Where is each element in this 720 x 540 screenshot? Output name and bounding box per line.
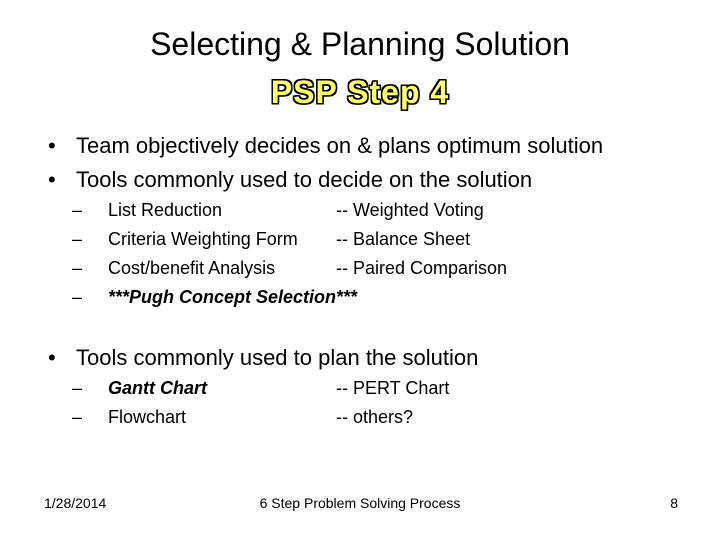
decide-tool-left: Cost/benefit Analysis: [108, 258, 276, 278]
bullet-text: Team objectively decides on & plans optimum solution: [76, 133, 604, 158]
plan-tool-right: -- others?: [336, 407, 414, 427]
bullet-dot: •: [48, 133, 56, 158]
bullet-text: Tools commonly used to plan the solution: [76, 345, 479, 370]
footer-center: 6 Step Problem Solving Process: [259, 495, 461, 511]
bullet-item: [48, 166, 532, 194]
sub-bullet-dash: –: [72, 407, 83, 427]
sub-bullet-dash: –: [72, 200, 83, 220]
decide-tool-left: List Reduction: [108, 200, 223, 220]
footer-date: 1/28/2014: [44, 495, 107, 511]
plan-tool-left: Flowchart: [108, 407, 187, 427]
slide-title: Selecting & Planning Solution: [150, 26, 570, 62]
bullet-text: Tools commonly used to decide on the solution: [76, 167, 533, 192]
decide-tool-left-emphasis: ***Pugh Concept Selection***: [108, 287, 358, 307]
slide-subtitle: PSP Step 4: [270, 74, 450, 110]
decide-tool-right: -- Weighted Voting: [336, 200, 484, 220]
sub-bullet-dash: –: [72, 378, 83, 398]
bullet-item: [48, 344, 478, 372]
bullet-dot: •: [48, 345, 56, 370]
sub-bullet-dash: –: [72, 229, 83, 249]
sub-bullet-dash: –: [72, 258, 83, 278]
bullet-dot: •: [48, 167, 56, 192]
plan-tool-right: -- PERT Chart: [336, 378, 450, 398]
decide-tool-right: -- Balance Sheet: [336, 229, 471, 249]
bullet-item: [48, 132, 603, 160]
sub-bullet-dash: –: [72, 287, 83, 307]
footer-page-number: 8: [670, 495, 678, 511]
decide-tool-right: -- Paired Comparison: [336, 258, 508, 278]
decide-tool-left: Criteria Weighting Form: [108, 229, 298, 249]
plan-tool-left-emphasis: Gantt Chart: [108, 378, 207, 398]
